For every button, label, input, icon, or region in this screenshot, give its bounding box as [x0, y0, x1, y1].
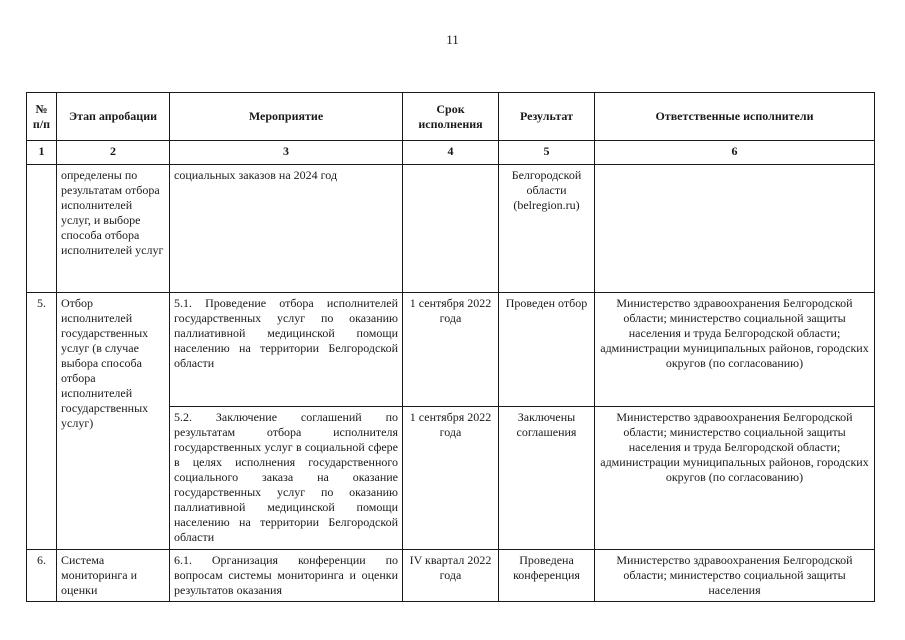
- row-num: 6.: [27, 550, 57, 602]
- column-number: 5: [499, 141, 595, 165]
- row-result: Проведен отбор: [499, 293, 595, 407]
- row-responsible: [595, 165, 875, 293]
- header-result: Результат: [499, 93, 595, 141]
- header-responsible: Ответственные исполнители: [595, 93, 875, 141]
- table-row: [27, 293, 875, 407]
- row-responsible: Министерство здравоохранения Белгородской области; министерство социальной защиты населения и труда Белгородской области; администрации муниципальных районов, городских округов (по согласованию): [595, 293, 875, 407]
- table-row: [27, 550, 875, 602]
- row-num: 5.: [27, 293, 57, 550]
- header-stage: Этап апробации: [57, 93, 170, 141]
- row-activity: социальных заказов на 2024 год: [170, 165, 403, 293]
- row-activity: 6.1. Организация конференции по вопросам системы мониторинга и оценки результатов оказания: [170, 550, 403, 602]
- column-number: 2: [57, 141, 170, 165]
- row-num: [27, 165, 57, 293]
- header-activity: Мероприятие: [170, 93, 403, 141]
- row-deadline: IV квартал 2022 года: [403, 550, 499, 602]
- row-result: Проведена конференция: [499, 550, 595, 602]
- row-activity: 5.1. Проведение отбора исполнителей государственных услуг по оказанию паллиативной медицинской помощи населению на территории Белгородской области: [170, 293, 403, 407]
- row-deadline: [403, 165, 499, 293]
- row-stage: определены по результатам отбора исполнителей услуг, и выборе способа отбора исполнителей услуг: [57, 165, 170, 293]
- table-row: [27, 165, 875, 293]
- header-num: № п/п: [27, 93, 57, 141]
- page-number: 11: [446, 32, 459, 47]
- header-deadline: Срок исполнения: [403, 93, 499, 141]
- row-deadline: 1 сентября 2022 года: [403, 407, 499, 550]
- column-number: 3: [170, 141, 403, 165]
- row-activity: 5.2. Заключение соглашений по результатам отбора исполнителя государственных услуг в социальной сфере в целях исполнения государственного социального заказа на оказание государственных услуг по оказанию паллиативной медицинской помощи населению на территории Белгородской области: [170, 407, 403, 550]
- row-responsible: Министерство здравоохранения Белгородской области; министерство социальной защиты населения: [595, 550, 875, 602]
- column-number: 6: [595, 141, 875, 165]
- table-header-row: [27, 93, 875, 141]
- row-responsible: Министерство здравоохранения Белгородской области; министерство социальной защиты населения и труда Белгородской области; администрации муниципальных районов, городских округов (по согласованию): [595, 407, 875, 550]
- plan-table: [26, 92, 875, 602]
- row-stage: Отбор исполнителей государственных услуг (в случае выбора способа отбора исполнителей государственных услуг): [57, 293, 170, 550]
- column-number: 1: [27, 141, 57, 165]
- row-result: Заключены соглашения: [499, 407, 595, 550]
- column-number-row: [27, 141, 875, 165]
- row-stage: Система мониторинга и оценки: [57, 550, 170, 602]
- row-deadline: 1 сентября 2022 года: [403, 293, 499, 407]
- row-result: Белгородской области (belregion.ru): [499, 165, 595, 293]
- column-number: 4: [403, 141, 499, 165]
